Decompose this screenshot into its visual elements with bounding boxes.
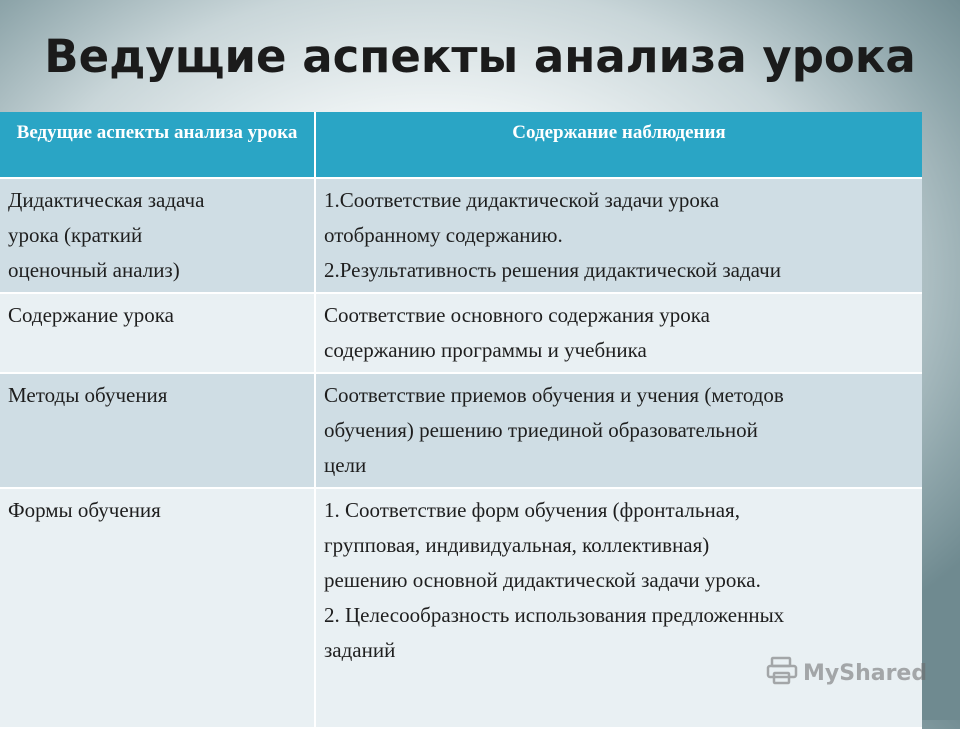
cell-text: 2. Целесообразность использования предложенных [324, 603, 785, 627]
cell-text: отобранному содержанию. [324, 223, 563, 247]
cell-text: групповая, индивидуальная, коллективная) [324, 533, 710, 557]
cell-text: содержанию программы и учебника [324, 338, 647, 362]
table-row [0, 178, 922, 293]
slide-title: Ведущие аспекты анализа урока [44, 30, 916, 83]
table-row [0, 488, 922, 728]
cell-text: Методы обучения [8, 383, 168, 407]
cell-text: 1.Соответствие дидактической задачи урока [324, 188, 720, 212]
table-row [0, 373, 922, 488]
cell-text: решению основной дидактической задачи урока. [324, 568, 761, 592]
cell-text: Содержание урока [8, 303, 174, 327]
table-row [0, 293, 922, 373]
cell-text: обучения) решению триединой образовательной [324, 418, 758, 442]
header-aspects: Ведущие аспекты анализа урока [0, 112, 315, 178]
table-header-row [0, 112, 922, 178]
content-cell [315, 293, 922, 373]
cell-text: 1. Соответствие форм обучения (фронтальная, [324, 498, 740, 522]
cell-text: урока (краткий [8, 223, 143, 247]
watermark-text: MyShared [803, 661, 928, 686]
myshared-watermark [766, 656, 927, 691]
aspect-cell [0, 488, 315, 728]
content-cell [315, 373, 922, 488]
cell-text: Дидактическая задача [8, 188, 205, 212]
cell-text: цели [324, 453, 367, 477]
cell-text: заданий [324, 638, 396, 662]
content-cell [315, 488, 922, 728]
cell-text: Соответствие приемов обучения и учения (методов [324, 383, 784, 407]
cell-text: оценочный анализ) [8, 258, 180, 282]
cell-text: Соответствие основного содержания урока [324, 303, 710, 327]
header-observation: Содержание наблюдения [315, 112, 922, 178]
analysis-table [0, 112, 922, 729]
cell-text: Формы обучения [8, 498, 161, 522]
content-cell [315, 178, 922, 293]
aspect-cell [0, 293, 315, 373]
aspect-cell [0, 178, 315, 293]
aspect-cell [0, 373, 315, 488]
myshared-logo-icon [766, 656, 800, 691]
cell-text: 2.Результативность решения дидактической задачи [324, 258, 781, 282]
